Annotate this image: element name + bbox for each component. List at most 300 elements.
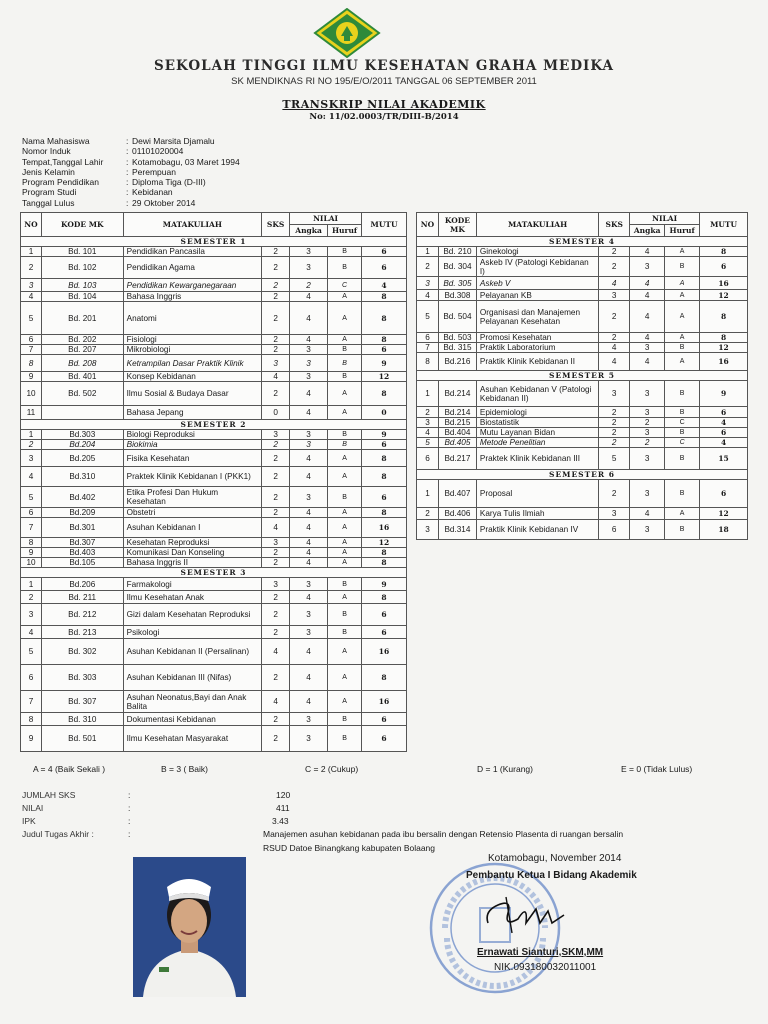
cell-mutu: 16 bbox=[700, 353, 748, 371]
legend-e: E = 0 (Tidak Lulus) bbox=[621, 764, 693, 774]
colon: : bbox=[126, 156, 129, 167]
cell-mutu: 6 bbox=[362, 713, 407, 726]
cell-no: 10 bbox=[21, 382, 42, 406]
cell-kode: Bd. 503 bbox=[438, 333, 476, 343]
ipk-value: 3.43 bbox=[272, 816, 289, 826]
cell-huruf: A bbox=[328, 639, 362, 665]
table-row bbox=[21, 450, 407, 467]
cell-matakuliah: Praktik Laboratorium bbox=[476, 343, 598, 353]
table-row bbox=[417, 353, 748, 371]
cell-kode: Bd. 207 bbox=[41, 345, 123, 355]
cell-angka: 4 bbox=[290, 665, 328, 691]
cell-angka: 4 bbox=[290, 450, 328, 467]
cell-mutu: 6 bbox=[362, 247, 407, 257]
table-row bbox=[21, 372, 407, 382]
cell-kode: Bd.215 bbox=[438, 418, 476, 428]
cell-mutu: 6 bbox=[700, 407, 748, 418]
cell-mutu: 6 bbox=[700, 257, 748, 277]
table-row bbox=[21, 430, 407, 440]
cell-matakuliah: Ketrampilan Dasar Praktik Klinik bbox=[123, 355, 262, 372]
cell-kode: Bd.407 bbox=[438, 480, 476, 508]
colon: : bbox=[126, 146, 129, 157]
header-huruf: Huruf bbox=[665, 225, 700, 237]
cell-huruf: B bbox=[665, 428, 700, 438]
cell-huruf: A bbox=[665, 508, 700, 520]
cell-angka: 3 bbox=[630, 343, 665, 353]
cell-angka: 2 bbox=[630, 438, 665, 448]
cell-sks: 2 bbox=[262, 665, 290, 691]
header-mutu: MUTU bbox=[362, 213, 407, 237]
table-row bbox=[21, 665, 407, 691]
cell-sks: 2 bbox=[262, 591, 290, 604]
cell-sks: 2 bbox=[262, 450, 290, 467]
cell-matakuliah: Bahasa Inggris bbox=[123, 292, 262, 302]
cell-angka: 3 bbox=[290, 430, 328, 440]
table-row bbox=[21, 257, 407, 279]
semester-title: SEMESTER 3 bbox=[21, 568, 407, 578]
cell-no: 7 bbox=[21, 518, 42, 538]
cell-angka: 4 bbox=[290, 406, 328, 420]
cell-angka: 3 bbox=[290, 726, 328, 752]
cell-angka: 4 bbox=[290, 518, 328, 538]
cell-kode bbox=[41, 406, 123, 420]
header-no: NO bbox=[21, 213, 42, 237]
cell-matakuliah: Praktek Klinik Kebidanan I (PKK1) bbox=[123, 467, 262, 487]
cell-huruf: A bbox=[665, 333, 700, 343]
table-row bbox=[21, 247, 407, 257]
cell-no: 5 bbox=[21, 487, 42, 508]
cell-no: 2 bbox=[21, 257, 42, 279]
cell-angka: 4 bbox=[290, 335, 328, 345]
cell-huruf: B bbox=[328, 440, 362, 450]
cell-matakuliah: Organisasi dan Manajemen Pelayanan Kesehatan bbox=[476, 301, 598, 333]
student-info-row bbox=[22, 167, 240, 177]
cell-kode: Bd.209 bbox=[41, 508, 123, 518]
semester-title: SEMESTER 4 bbox=[417, 237, 748, 247]
cell-huruf: A bbox=[328, 335, 362, 345]
cell-sks: 2 bbox=[262, 726, 290, 752]
cell-no: 3 bbox=[21, 450, 42, 467]
nilai-value: 411 bbox=[276, 803, 290, 813]
cell-huruf: B bbox=[328, 355, 362, 372]
cell-huruf: A bbox=[328, 508, 362, 518]
cell-matakuliah: Farmakologi bbox=[123, 578, 262, 591]
table-row bbox=[417, 333, 748, 343]
decree-line: SK MENDIKNAS RI NO 195/E/O/2011 TANGGAL 06 SEPTEMBER 2011 bbox=[231, 76, 537, 87]
cell-no: 1 bbox=[417, 480, 439, 508]
student-info-row bbox=[22, 146, 240, 156]
cell-sks: 4 bbox=[262, 518, 290, 538]
cell-no: 6 bbox=[21, 665, 42, 691]
cell-no: 4 bbox=[21, 467, 42, 487]
cell-sks: 2 bbox=[599, 257, 630, 277]
cell-sks: 2 bbox=[262, 247, 290, 257]
cell-mutu: 8 bbox=[362, 292, 407, 302]
cell-huruf: A bbox=[328, 406, 362, 420]
student-info-value: 01101020004 bbox=[132, 146, 184, 157]
cell-huruf: B bbox=[328, 247, 362, 257]
cell-angka: 3 bbox=[290, 578, 328, 591]
cell-mutu: 12 bbox=[362, 538, 407, 548]
cell-sks: 4 bbox=[599, 343, 630, 353]
cell-sks: 4 bbox=[262, 639, 290, 665]
cell-matakuliah: Praktik Klinik Kebidanan II bbox=[476, 353, 598, 371]
cell-mutu: 8 bbox=[362, 382, 407, 406]
header-kode: KODE MK bbox=[41, 213, 123, 237]
cell-huruf: A bbox=[665, 290, 700, 301]
cell-sks: 4 bbox=[262, 372, 290, 382]
cell-sks: 2 bbox=[599, 407, 630, 418]
cell-huruf: B bbox=[328, 713, 362, 726]
cell-no: 3 bbox=[21, 604, 42, 626]
cell-huruf: A bbox=[328, 691, 362, 713]
cell-no: 2 bbox=[417, 508, 439, 520]
cell-matakuliah: Proposal bbox=[476, 480, 598, 508]
cell-huruf: B bbox=[328, 726, 362, 752]
table-row bbox=[417, 343, 748, 353]
cell-no: 7 bbox=[21, 345, 42, 355]
cell-angka: 3 bbox=[630, 407, 665, 418]
cell-sks: 2 bbox=[599, 333, 630, 343]
cell-kode: Bd. 401 bbox=[41, 372, 123, 382]
cell-sks: 2 bbox=[599, 247, 630, 257]
ipk-label: IPK bbox=[22, 816, 36, 826]
cell-matakuliah: Pendidikan Agama bbox=[123, 257, 262, 279]
cell-mutu: 6 bbox=[362, 345, 407, 355]
table-row bbox=[21, 538, 407, 548]
table-row bbox=[21, 691, 407, 713]
table-row bbox=[21, 487, 407, 508]
cell-no: 9 bbox=[21, 726, 42, 752]
student-info-row bbox=[22, 157, 240, 167]
cell-huruf: A bbox=[665, 301, 700, 333]
cell-mutu: 8 bbox=[362, 467, 407, 487]
cell-kode: Bd. 202 bbox=[41, 335, 123, 345]
cell-mutu: 6 bbox=[700, 428, 748, 438]
cell-sks: 2 bbox=[599, 438, 630, 448]
cell-sks: 2 bbox=[599, 428, 630, 438]
table-row bbox=[21, 626, 407, 639]
cell-angka: 4 bbox=[290, 691, 328, 713]
cell-matakuliah: Pendidikan Pancasila bbox=[123, 247, 262, 257]
cell-kode: Bd. 502 bbox=[41, 382, 123, 406]
colon: : bbox=[128, 803, 131, 813]
header-angka: Angka bbox=[630, 225, 665, 237]
cell-mutu: 8 bbox=[362, 665, 407, 691]
cell-angka: 3 bbox=[630, 381, 665, 407]
cell-matakuliah: Etika Profesi Dan Hukum Kesehatan bbox=[123, 487, 262, 508]
cell-mutu: 6 bbox=[362, 440, 407, 450]
student-info-row bbox=[22, 136, 240, 146]
cell-no: 6 bbox=[21, 335, 42, 345]
table-row bbox=[21, 440, 407, 450]
cell-sks: 3 bbox=[599, 508, 630, 520]
cell-sks: 2 bbox=[262, 335, 290, 345]
cell-sks: 0 bbox=[262, 406, 290, 420]
cell-huruf: A bbox=[328, 538, 362, 548]
cell-mutu: 16 bbox=[700, 277, 748, 290]
student-info-value: Kotamobagu, 03 Maret 1994 bbox=[132, 156, 240, 167]
table-row bbox=[417, 407, 748, 418]
cell-kode: Bd. 302 bbox=[41, 639, 123, 665]
semester-header-row bbox=[417, 470, 748, 480]
table-row bbox=[417, 247, 748, 257]
table-row bbox=[417, 480, 748, 508]
semester-header-row bbox=[417, 237, 748, 247]
cell-matakuliah: Ilmu Sosial & Budaya Dasar bbox=[123, 382, 262, 406]
header-matakuliah: MATAKULIAH bbox=[123, 213, 262, 237]
cell-mutu: 9 bbox=[362, 578, 407, 591]
cell-matakuliah: Obstetri bbox=[123, 508, 262, 518]
cell-angka: 4 bbox=[630, 290, 665, 301]
cell-mutu: 15 bbox=[700, 448, 748, 470]
document-number: No: 11/02.0003/TR/DIII-B/2014 bbox=[309, 112, 459, 122]
cell-mutu: 6 bbox=[362, 487, 407, 508]
cell-angka: 4 bbox=[630, 353, 665, 371]
institution-name: SEKOLAH TINGGI ILMU KESEHATAN GRAHA MEDIKA bbox=[153, 58, 615, 74]
cell-angka: 4 bbox=[290, 538, 328, 548]
cell-no: 2 bbox=[21, 591, 42, 604]
cell-matakuliah: Ilmu Kesehatan Anak bbox=[123, 591, 262, 604]
table-row bbox=[417, 520, 748, 540]
cell-mutu: 6 bbox=[700, 480, 748, 508]
cell-mutu: 16 bbox=[362, 639, 407, 665]
student-info-value: Perempuan bbox=[132, 166, 176, 177]
judul-label: Judul Tugas Akhir : bbox=[22, 829, 94, 839]
cell-mutu: 12 bbox=[700, 508, 748, 520]
header-nilai: NILAI bbox=[290, 213, 362, 225]
cell-angka: 4 bbox=[630, 333, 665, 343]
table-row bbox=[417, 508, 748, 520]
cell-no: 6 bbox=[417, 448, 439, 470]
cell-kode: Bd.310 bbox=[41, 467, 123, 487]
cell-matakuliah: Promosi Kesehatan bbox=[476, 333, 598, 343]
thesis-title-line1: Manajemen asuhan kebidanan pada ibu bersalin dengan Retensio Plasenta di ruangan bersalin bbox=[263, 829, 624, 839]
grades-table-right bbox=[416, 212, 748, 540]
colon: : bbox=[128, 816, 131, 826]
cell-matakuliah: Askeb V bbox=[476, 277, 598, 290]
cell-huruf: C bbox=[665, 438, 700, 448]
cell-angka: 4 bbox=[630, 247, 665, 257]
cell-kode: Bd. 213 bbox=[41, 626, 123, 639]
cell-no: 1 bbox=[21, 247, 42, 257]
cell-angka: 4 bbox=[290, 467, 328, 487]
cell-kode: Bd. 315 bbox=[438, 343, 476, 353]
cell-sks: 2 bbox=[262, 302, 290, 335]
cell-kode: Bd.105 bbox=[41, 558, 123, 568]
cell-kode: Bd. 212 bbox=[41, 604, 123, 626]
cell-mutu: 8 bbox=[362, 558, 407, 568]
table-row bbox=[417, 418, 748, 428]
cell-angka: 4 bbox=[290, 382, 328, 406]
cell-matakuliah: Metode Penelitian bbox=[476, 438, 598, 448]
cell-angka: 3 bbox=[630, 448, 665, 470]
cell-huruf: B bbox=[665, 448, 700, 470]
cell-matakuliah: Askeb IV (Patologi Kebidanan I) bbox=[476, 257, 598, 277]
cell-no: 5 bbox=[417, 301, 439, 333]
cell-angka: 3 bbox=[630, 520, 665, 540]
cell-kode: Bd. 310 bbox=[41, 713, 123, 726]
cell-mutu: 6 bbox=[362, 626, 407, 639]
cell-matakuliah: Asuhan Kebidanan I bbox=[123, 518, 262, 538]
student-info-row bbox=[22, 177, 240, 187]
cell-no: 10 bbox=[21, 558, 42, 568]
cell-no: 2 bbox=[417, 407, 439, 418]
cell-no: 1 bbox=[417, 381, 439, 407]
table-row bbox=[21, 279, 407, 292]
table-row bbox=[417, 381, 748, 407]
cell-angka: 3 bbox=[290, 626, 328, 639]
cell-mutu: 8 bbox=[362, 450, 407, 467]
cell-huruf: C bbox=[328, 279, 362, 292]
cell-kode: Bd.402 bbox=[41, 487, 123, 508]
cell-sks: 2 bbox=[262, 467, 290, 487]
student-info-value: Diploma Tiga (D-III) bbox=[132, 177, 206, 188]
cell-angka: 4 bbox=[290, 591, 328, 604]
cell-kode: Bd. 101 bbox=[41, 247, 123, 257]
cell-huruf: B bbox=[665, 407, 700, 418]
cell-sks: 4 bbox=[262, 691, 290, 713]
cell-kode: Bd. 501 bbox=[41, 726, 123, 752]
cell-sks: 2 bbox=[262, 713, 290, 726]
cell-no: 1 bbox=[21, 430, 42, 440]
cell-huruf: A bbox=[328, 548, 362, 558]
cell-matakuliah: Fisiologi bbox=[123, 335, 262, 345]
cell-huruf: A bbox=[328, 467, 362, 487]
cell-kode: Bd.404 bbox=[438, 428, 476, 438]
cell-matakuliah: Konsep Kebidanan bbox=[123, 372, 262, 382]
cell-matakuliah: Dokumentasi Kebidanan bbox=[123, 713, 262, 726]
cell-huruf: A bbox=[328, 382, 362, 406]
table-row bbox=[21, 591, 407, 604]
cell-mutu: 12 bbox=[700, 290, 748, 301]
student-photo bbox=[133, 857, 246, 997]
cell-no: 6 bbox=[417, 333, 439, 343]
cell-sks: 4 bbox=[599, 353, 630, 371]
cell-kode: Bd.204 bbox=[41, 440, 123, 450]
cell-no: 9 bbox=[21, 548, 42, 558]
cell-no: 5 bbox=[21, 639, 42, 665]
cell-angka: 4 bbox=[630, 508, 665, 520]
cell-kode: Bd.206 bbox=[41, 578, 123, 591]
cell-matakuliah: Asuhan Kebidanan II (Persalinan) bbox=[123, 639, 262, 665]
cell-angka: 3 bbox=[630, 480, 665, 508]
header-nilai: NILAI bbox=[630, 213, 700, 225]
cell-sks: 2 bbox=[262, 558, 290, 568]
cell-mutu: 12 bbox=[362, 372, 407, 382]
document-title: TRANSKRIP NILAI AKADEMIK bbox=[282, 98, 486, 111]
cell-huruf: A bbox=[328, 302, 362, 335]
cell-mutu: 4 bbox=[700, 418, 748, 428]
signature-scribble bbox=[478, 893, 568, 935]
student-info-value: Dewi Marsita Djamalu bbox=[132, 136, 215, 146]
colon: : bbox=[126, 166, 129, 177]
cell-matakuliah: Epidemiologi bbox=[476, 407, 598, 418]
colon: : bbox=[128, 790, 131, 800]
cell-matakuliah: Biokimia bbox=[123, 440, 262, 450]
signature-place-date: Kotamobagu, November 2014 bbox=[488, 853, 622, 864]
cell-huruf: B bbox=[328, 604, 362, 626]
cell-mutu: 18 bbox=[700, 520, 748, 540]
cell-matakuliah: Praktek Klinik Kebidanan III bbox=[476, 448, 598, 470]
cell-matakuliah: Biostatistik bbox=[476, 418, 598, 428]
student-info-value: Kebidanan bbox=[132, 187, 173, 198]
cell-mutu: 16 bbox=[362, 691, 407, 713]
semester-header-row bbox=[21, 420, 407, 430]
cell-matakuliah: Biologi Reproduksi bbox=[123, 430, 262, 440]
cell-kode: Bd. 305 bbox=[438, 277, 476, 290]
table-row bbox=[417, 257, 748, 277]
legend-a: A = 4 (Baik Sekali ) bbox=[33, 764, 106, 774]
table-row bbox=[21, 604, 407, 626]
cell-huruf: B bbox=[665, 480, 700, 508]
table-row bbox=[417, 290, 748, 301]
table-row bbox=[21, 292, 407, 302]
cell-mutu: 8 bbox=[700, 301, 748, 333]
header-huruf: Huruf bbox=[328, 225, 362, 237]
cell-mutu: 6 bbox=[362, 604, 407, 626]
cell-kode: Bd.403 bbox=[41, 548, 123, 558]
cell-no: 1 bbox=[21, 578, 42, 591]
cell-kode: Bd. 303 bbox=[41, 665, 123, 691]
cell-kode: Bd.303 bbox=[41, 430, 123, 440]
table-row bbox=[21, 639, 407, 665]
student-info bbox=[22, 136, 240, 208]
cell-mutu: 8 bbox=[362, 548, 407, 558]
cell-no: 4 bbox=[417, 428, 439, 438]
semester-title: SEMESTER 2 bbox=[21, 420, 407, 430]
cell-no: 7 bbox=[21, 691, 42, 713]
cell-matakuliah: Psikologi bbox=[123, 626, 262, 639]
table-row bbox=[417, 438, 748, 448]
cell-huruf: A bbox=[328, 665, 362, 691]
cell-huruf: A bbox=[665, 247, 700, 257]
cell-kode: Bd. 210 bbox=[438, 247, 476, 257]
cell-huruf: A bbox=[328, 450, 362, 467]
table-row bbox=[21, 508, 407, 518]
cell-huruf: B bbox=[328, 578, 362, 591]
cell-matakuliah: Anatomi bbox=[123, 302, 262, 335]
semester-title: SEMESTER 1 bbox=[21, 237, 407, 247]
cell-matakuliah: Kesehatan Reproduksi bbox=[123, 538, 262, 548]
cell-huruf: B bbox=[328, 345, 362, 355]
signature-position: Pembantu Ketua I Bidang Akademik bbox=[466, 870, 637, 881]
cell-mutu: 4 bbox=[362, 279, 407, 292]
cell-sks: 3 bbox=[262, 578, 290, 591]
cell-kode: Bd.301 bbox=[41, 518, 123, 538]
cell-kode: Bd. 211 bbox=[41, 591, 123, 604]
cell-no: 4 bbox=[21, 626, 42, 639]
cell-matakuliah: Pelayanan KB bbox=[476, 290, 598, 301]
table-row bbox=[417, 301, 748, 333]
cell-sks: 3 bbox=[262, 538, 290, 548]
header-sks: SKS bbox=[262, 213, 290, 237]
cell-mutu: 12 bbox=[700, 343, 748, 353]
cell-matakuliah: Mikrobiologi bbox=[123, 345, 262, 355]
semester-title: SEMESTER 5 bbox=[417, 371, 748, 381]
cell-sks: 2 bbox=[262, 440, 290, 450]
thesis-title-line2: RSUD Datoe Binangkang kabupaten Bolaang bbox=[263, 843, 436, 853]
cell-sks: 2 bbox=[262, 292, 290, 302]
jumlah-sks-label: JUMLAH SKS bbox=[22, 790, 76, 800]
table-row bbox=[21, 406, 407, 420]
cell-sks: 2 bbox=[262, 279, 290, 292]
semester-header-row bbox=[417, 371, 748, 381]
table-row bbox=[21, 518, 407, 538]
cell-no: 11 bbox=[21, 406, 42, 420]
cell-kode: Bd.214 bbox=[438, 381, 476, 407]
student-info-label: Tanggal Lulus bbox=[22, 197, 75, 208]
